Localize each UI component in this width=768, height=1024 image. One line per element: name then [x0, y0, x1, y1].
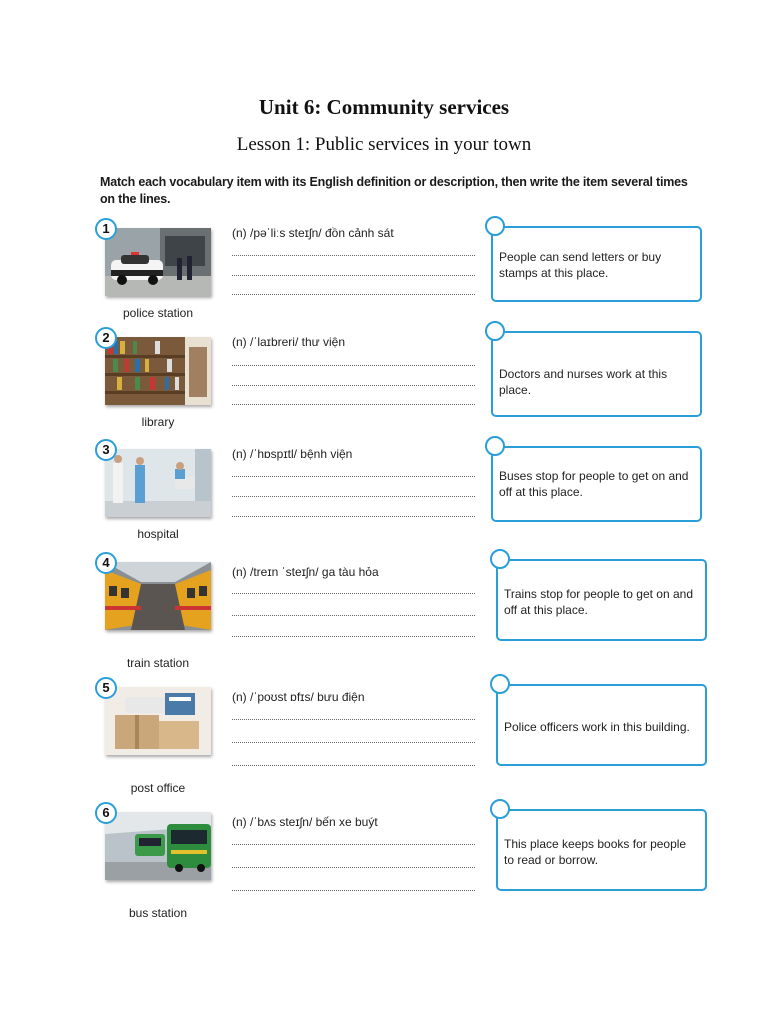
definition-box[interactable]: [496, 809, 707, 891]
writing-line[interactable]: [232, 636, 475, 637]
post-office-photo: [105, 687, 211, 755]
item-phonetic: (n) /ˈhɒspɪtl/ bệnh viện: [232, 447, 353, 461]
match-circle[interactable]: [485, 321, 505, 341]
library-photo: [105, 337, 211, 405]
writing-line[interactable]: [232, 496, 475, 497]
writing-line[interactable]: [232, 890, 475, 891]
item-label: bus station: [128, 906, 188, 920]
item-number: 4: [95, 552, 117, 574]
writing-line[interactable]: [232, 867, 475, 868]
vocab-item-train-station: [95, 552, 715, 672]
definition-box[interactable]: [496, 684, 707, 766]
hospital-photo: [105, 449, 211, 517]
instruction-text: Match each vocabulary item with its English definition or description, then write the item several times on the lines.: [100, 175, 688, 206]
definition-text: This place keeps books for people to read or borrow.: [504, 837, 687, 867]
item-number: 1: [95, 218, 117, 240]
page-title: Unit 6: Community services: [258, 95, 510, 119]
writing-line[interactable]: [232, 719, 475, 720]
writing-line[interactable]: [232, 516, 475, 517]
writing-line[interactable]: [232, 593, 475, 594]
writing-line[interactable]: [232, 255, 475, 256]
item-label: library: [141, 415, 175, 429]
definition-text: Trains stop for people to get on and off at this place.: [504, 587, 694, 617]
item-phonetic: (n) /ˈlaɪbreri/ thư viện: [232, 335, 346, 349]
lesson-subtitle: Lesson 1: Public services in your town: [236, 134, 532, 155]
item-label: post office: [130, 781, 186, 795]
definition-box[interactable]: [491, 226, 702, 302]
match-circle[interactable]: [490, 674, 510, 694]
definition-box[interactable]: [491, 446, 702, 522]
item-label: police station: [122, 306, 194, 320]
vocab-item-library: [95, 327, 715, 447]
writing-line[interactable]: [232, 742, 475, 743]
bus-station-photo: [105, 812, 211, 880]
definition-text: Doctors and nurses work at this place.: [499, 367, 668, 397]
item-number: 5: [95, 677, 117, 699]
match-circle[interactable]: [485, 216, 505, 236]
definition-text: Buses stop for people to get on and off at this place.: [499, 469, 689, 499]
vocab-item-hospital: [95, 439, 715, 559]
definition-box[interactable]: [496, 559, 707, 641]
writing-line[interactable]: [232, 476, 475, 477]
writing-line[interactable]: [232, 385, 475, 386]
item-phonetic: (n) /pəˈliːs steɪʃn/ đồn cảnh sát: [232, 226, 394, 240]
train-station-photo: [105, 562, 211, 630]
writing-line[interactable]: [232, 294, 475, 295]
writing-line[interactable]: [232, 404, 475, 405]
police-station-photo: [105, 228, 211, 296]
definition-text: People can send letters or buy stamps at this place.: [499, 250, 662, 280]
item-label: train station: [126, 656, 190, 670]
match-circle[interactable]: [490, 549, 510, 569]
vocab-item-post-office: [95, 677, 715, 797]
match-circle[interactable]: [490, 799, 510, 819]
writing-line[interactable]: [232, 275, 475, 276]
item-label: hospital: [137, 527, 179, 541]
definition-text: Police officers work in this building.: [504, 720, 690, 734]
item-number: 2: [95, 327, 117, 349]
match-circle[interactable]: [485, 436, 505, 456]
writing-line[interactable]: [232, 844, 475, 845]
writing-line[interactable]: [232, 365, 475, 366]
vocab-item-police-station: [95, 218, 715, 338]
item-phonetic: (n) /ˈbʌs steɪʃn/ bến xe buýt: [232, 815, 378, 829]
writing-line[interactable]: [232, 615, 475, 616]
writing-line[interactable]: [232, 765, 475, 766]
item-number: 3: [95, 439, 117, 461]
item-number: 6: [95, 802, 117, 824]
item-phonetic: (n) /ˈpoʊst ɒfɪs/ bưu điện: [232, 690, 365, 704]
item-phonetic: (n) /treɪn ˈsteɪʃn/ ga tàu hỏa: [232, 565, 379, 579]
vocab-item-bus-station: [95, 802, 715, 922]
definition-box[interactable]: [491, 331, 702, 417]
